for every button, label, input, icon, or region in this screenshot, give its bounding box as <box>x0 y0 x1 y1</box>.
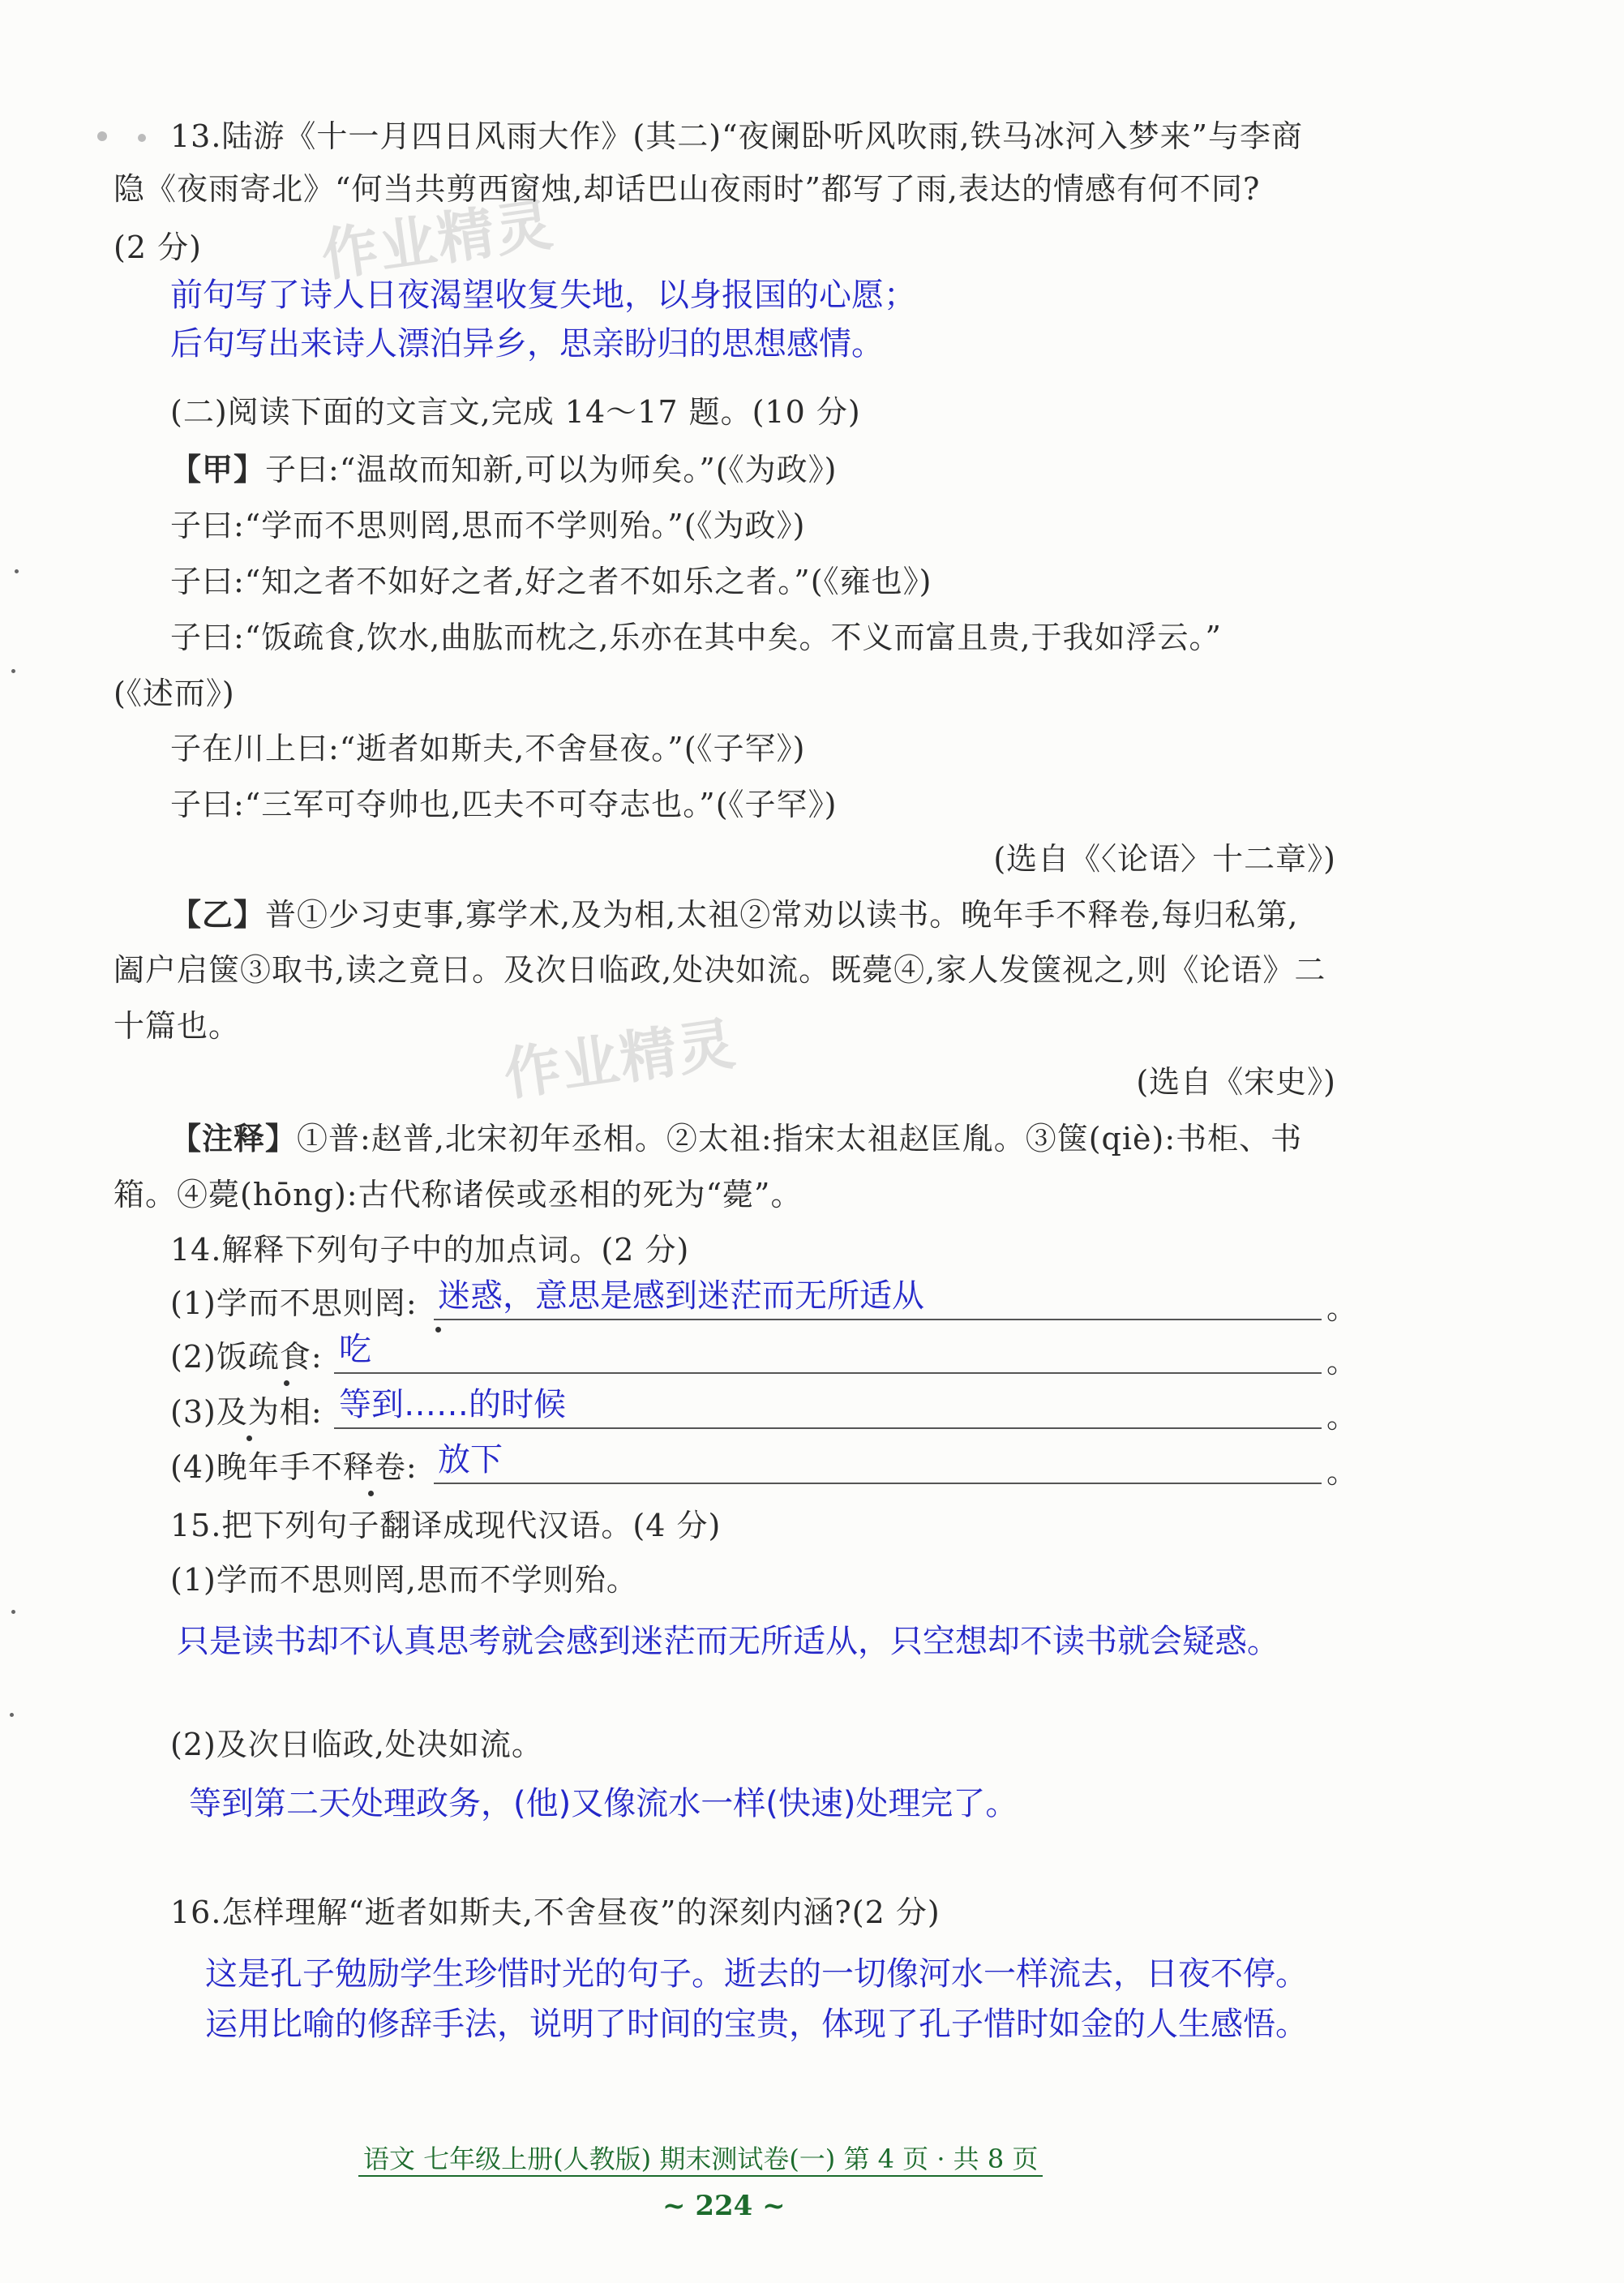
note-line-1 <box>170 1120 1302 1157</box>
q14-item-4-blank <box>434 1483 1322 1484</box>
q16-stem: 16.怎样理解“逝者如斯夫,不舍昼夜”的深刻内涵?(2 分) <box>170 1895 941 1930</box>
yi-source: (选自《宋史》) <box>1136 1064 1336 1100</box>
emphasis-dot <box>435 1327 441 1332</box>
q15-item-1: (1)学而不思则罔,思而不学则殆。 <box>170 1562 638 1598</box>
note-tag: 【注释】 <box>170 1120 298 1157</box>
scan-speck <box>11 1610 15 1614</box>
q15-item-2: (2)及次日临政,处决如流。 <box>170 1727 543 1762</box>
yi-line-3: 十篇也。 <box>114 1008 241 1044</box>
jia-line-2: 子曰:“学而不思则罔,思而不学则殆。”(《为政》) <box>170 508 806 543</box>
scan-speck <box>97 131 107 141</box>
note-text-1: ①普:赵普,北宋初年丞相。②太祖:指宋太祖赵匡胤。③箧(qiè):书柜、书 <box>297 1121 1303 1157</box>
q13-line-3: (2 分) <box>114 230 202 265</box>
q16-answer-1: 这是孔子勉励学生珍惜时光的句子。逝去的一切像河水一样流去，日夜不停。 <box>205 1955 1308 1993</box>
scan-speck <box>11 669 15 673</box>
q14-item-4-period: 。 <box>1326 1454 1358 1490</box>
q13-answer-2: 后句写出来诗人漂泊异乡，思亲盼归的思想感情。 <box>170 325 884 363</box>
jia-line-1 <box>170 451 837 488</box>
emphasis-dot <box>246 1435 252 1441</box>
q14-item-2-period: 。 <box>1326 1344 1358 1380</box>
jia-source: (选自《〈论语〉十二章》) <box>993 841 1336 877</box>
footer-info: 语文 七年级上册(人教版) 期末测试卷(一) 第 4 页 · 共 8 页 <box>358 2143 1043 2177</box>
q15-answer-2: 等到第二天处理政务，(他)又像流水一样(快速)处理完了。 <box>189 1785 1018 1822</box>
q14-item-3-answer[interactable]: 等到……的时候 <box>339 1386 566 1423</box>
q13-line-1: 13.陆游《十一月四日风雨大作》(其二)“夜阑卧听风吹雨,铁马冰河入梦来”与李商 <box>170 118 1304 154</box>
scan-speck <box>15 569 19 573</box>
emphasis-dot <box>368 1491 374 1496</box>
q14-item-1-answer[interactable]: 迷惑，意思是感到迷茫而无所适从 <box>438 1277 924 1315</box>
q14-item-2-blank <box>334 1372 1322 1374</box>
scan-speck <box>10 1713 14 1717</box>
q14-item-3-period: 。 <box>1326 1399 1358 1435</box>
watermark-top: 作业精灵 <box>317 191 559 290</box>
q14-item-1-blank <box>434 1319 1322 1320</box>
q14-item-3-label: (3)及为相: <box>170 1394 323 1430</box>
yi-text-1: 普①少习吏事,寡学术,及为相,太祖②常劝以读书。晚年手不释卷,每归私第, <box>265 897 1299 933</box>
footer-page-number: ~ 224 ~ <box>662 2190 786 2222</box>
q13-line-2: 隐《夜雨寄北》“何当共剪西窗烛,却话巴山夜雨时”都写了雨,表达的情感有何不同? <box>114 171 1261 207</box>
q14-stem: 14.解释下列句子中的加点词。(2 分) <box>170 1232 690 1268</box>
q15-stem: 15.把下列句子翻译成现代汉语。(4 分) <box>170 1508 722 1543</box>
q16-answer-2: 运用比喻的修辞手法，说明了时间的宝贵，体现了孔子惜时如金的人生感悟。 <box>205 2006 1308 2043</box>
jia-text-1: 子曰:“温故而知新,可以为师矣。”(《为政》) <box>265 452 838 487</box>
q14-item-4-answer[interactable]: 放下 <box>438 1441 503 1478</box>
yi-tag: 【乙】 <box>170 896 266 933</box>
q14-item-2-answer[interactable]: 吃 <box>339 1331 371 1368</box>
watermark-middle: 作业精灵 <box>499 1010 741 1109</box>
q14-item-3-blank <box>334 1427 1322 1429</box>
note-line-2: 箱。④薨(hōng):古代称诸侯或丞相的死为“薨”。 <box>114 1177 803 1212</box>
jia-line-7: 子曰:“三军可夺帅也,匹夫不可夺志也。”(《子罕》) <box>170 787 838 822</box>
q14-item-1-period: 。 <box>1326 1290 1358 1326</box>
yi-line-2: 阖户启箧③取书,读之竟日。及次日临政,处决如流。既薨④,家人发箧视之,则《论语》二 <box>114 952 1326 988</box>
section2-heading: (二)阅读下面的文言文,完成 14～17 题。(10 分) <box>170 394 861 430</box>
jia-line-4: 子曰:“饭疏食,饮水,曲肱而枕之,乐亦在其中矣。不义而富且贵,于我如浮云。” <box>170 620 1222 655</box>
q14-item-2-label: (2)饭疏食: <box>170 1339 323 1375</box>
jia-line-3: 子曰:“知之者不如好之者,好之者不如乐之者。”(《雍也》) <box>170 564 932 599</box>
jia-line-6: 子在川上曰:“逝者如斯夫,不舍昼夜。”(《子罕》) <box>170 731 806 766</box>
yi-line-1 <box>170 896 1298 933</box>
scan-speck <box>138 134 146 142</box>
q14-item-4-label: (4)晚年手不释卷: <box>170 1449 418 1485</box>
q13-answer-1: 前句写了诗人日夜渴望收复失地，以身报国的心愿； <box>170 277 916 314</box>
emphasis-dot <box>284 1380 289 1386</box>
q15-answer-1: 只是读书却不认真思考就会感到迷茫而无所适从，只空想却不读书就会疑惑。 <box>177 1623 1279 1660</box>
jia-line-5: (《述而》) <box>114 676 235 711</box>
q14-item-1-label: (1)学而不思则罔: <box>170 1285 418 1321</box>
jia-tag: 【甲】 <box>170 451 266 487</box>
